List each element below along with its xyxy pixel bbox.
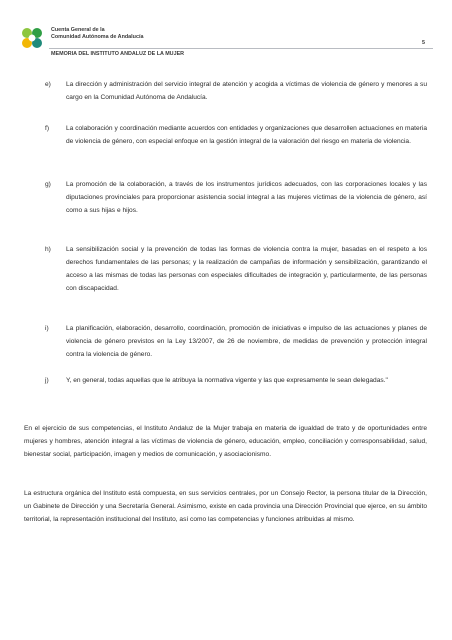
list-marker: h)	[45, 246, 51, 253]
page-number: 5	[422, 40, 425, 46]
list-item-text: La dirección y administración del servicio integral de atención y acogida a víctimas de violencia de género y menores a su cargo en la Comunidad Autónoma de Andalucía.	[66, 81, 427, 101]
page-header	[20, 26, 432, 60]
header-line-1: Cuenta General de la	[51, 27, 105, 33]
list-item-text: La colaboración y coordinación mediante acuerdos con entidades y organizaciones que desarrollen actuaciones en materia de violencia de género, con especial enfoque en la gestión integral de la valoración del riesgo en materia de violencia.	[66, 125, 427, 145]
list-item-h	[45, 244, 427, 296]
list-marker: g)	[45, 181, 51, 188]
list-marker: j)	[45, 377, 49, 384]
header-line-2: Comunidad Autónoma de Andalucía	[51, 33, 144, 40]
list-item-e	[45, 79, 427, 105]
header-divider	[49, 48, 433, 49]
body-paragraph-1: En el ejercicio de sus competencias, el Instituto Andaluz de la Mujer trabaja en materia de igualdad de trato y de oportunidades entre mujeres y hombres, atención integral a las víctimas de violencia de género, educación, empleo, conciliación y corresponsabilidad, salud, bienestar social, participación, imagen y medios de comunicación, y asociacionismo.	[24, 425, 427, 458]
list-item-text: La promoción de la colaboración, a través de los instrumentos jurídicos adecuados, con las corporaciones locales y las diputaciones provinciales para proporcionar asistencia social integral a las mujeres víctimas de la violencia de género, así como a sus hijas e hijos.	[66, 181, 427, 214]
body-paragraph-2: La estructura orgánica del Instituto está compuesta, en sus servicios centrales, por un Consejo Rector, la persona titular de la Dirección, un Gabinete de Dirección y una Secretaría General. Asimismo, existe en cada provincia una Dirección Provincial que ejerce, en su ámbito territorial, la representación institucional del Instituto, así como las competencias y funciones atribuidas al mismo.	[24, 490, 427, 523]
list-marker: f)	[45, 125, 50, 132]
list-item-f	[45, 123, 427, 149]
list-marker: e)	[45, 81, 51, 88]
institute-name: MEMORIA DEL INSTITUTO ANDALUZ DE LA MUJER	[51, 51, 185, 57]
list-item-i	[45, 323, 427, 362]
list-marker: i)	[45, 325, 49, 332]
list-item-text: La planificación, elaboración, desarrollo, coordinación, promoción de iniciativas e impulso de las actuaciones y planes de violencia de género previstos en la Ley 13/2007, de 26 de noviembre, de medidas de prevención y protección integral contra la violencia de género.	[66, 325, 427, 358]
junta-andalucia-logo-icon	[20, 26, 44, 50]
list-item-text: Y, en general, todas aquellas que le atribuya la normativa vigente y las que expresamente le sean delegadas."	[66, 377, 388, 384]
list-item-text: La sensibilización social y la prevención de todas las formas de violencia contra la mujer, basadas en el respeto a los derechos fundamentales de las personas; y la realización de campañas de información y sensibilización, garantizando el acceso a las mismas de todas las personas con especiales dificultades de integración y, particularmente, de las personas con discapacidad.	[66, 246, 427, 292]
document-title	[51, 27, 143, 40]
list-item-j	[45, 375, 427, 388]
list-item-g	[45, 179, 427, 218]
